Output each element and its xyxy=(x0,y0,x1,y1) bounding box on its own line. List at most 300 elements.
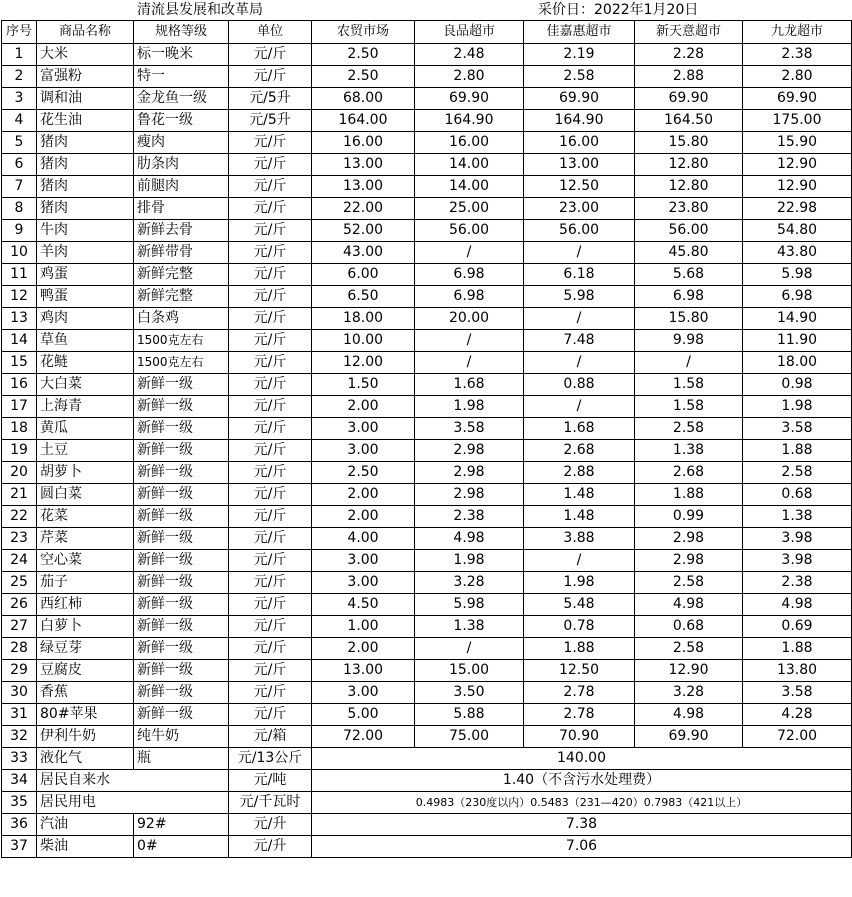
unit: 元/斤 xyxy=(229,682,312,704)
price-cell: 2.28 xyxy=(635,44,743,66)
product-name: 西红柿 xyxy=(37,594,134,616)
price-cell: 1.68 xyxy=(415,374,524,396)
table-row xyxy=(2,462,852,484)
row-number: 31 xyxy=(2,704,37,726)
table-row xyxy=(2,242,852,264)
col-header: 商品名称 xyxy=(37,21,134,44)
row-number: 37 xyxy=(2,836,37,858)
product-spec: 新鲜一级 xyxy=(134,506,229,528)
price-cell: 69.90 xyxy=(524,88,635,110)
row-number: 1 xyxy=(2,44,37,66)
price-cell: 3.28 xyxy=(635,682,743,704)
product-spec: 新鲜完整 xyxy=(134,264,229,286)
unit: 元/斤 xyxy=(229,440,312,462)
product-spec: 新鲜一级 xyxy=(134,484,229,506)
col-header: 九龙超市 xyxy=(743,21,852,44)
unit: 元/吨 xyxy=(229,770,312,792)
row-number: 6 xyxy=(2,154,37,176)
product-name: 黄瓜 xyxy=(37,418,134,440)
price-cell: / xyxy=(415,242,524,264)
row-number: 10 xyxy=(2,242,37,264)
price-cell: 1.58 xyxy=(635,374,743,396)
price-cell: 14.00 xyxy=(415,154,524,176)
col-header: 规格等级 xyxy=(134,21,229,44)
price-cell: 12.90 xyxy=(635,660,743,682)
price-cell: 1.88 xyxy=(524,638,635,660)
price-cell: / xyxy=(524,242,635,264)
unit: 元/斤 xyxy=(229,198,312,220)
price-cell: 3.00 xyxy=(312,440,415,462)
product-name: 大白菜 xyxy=(37,374,134,396)
product-name: 调和油 xyxy=(37,88,134,110)
row-number: 11 xyxy=(2,264,37,286)
table-row xyxy=(2,440,852,462)
price-cell: 1.98 xyxy=(743,396,852,418)
product-name: 上海青 xyxy=(37,396,134,418)
product-name: 芹菜 xyxy=(37,528,134,550)
price-cell: 140.00 xyxy=(312,748,852,770)
price-cell: 1.98 xyxy=(415,396,524,418)
table-row xyxy=(2,682,852,704)
product-spec: 新鲜一级 xyxy=(134,528,229,550)
row-number: 16 xyxy=(2,374,37,396)
price-cell: 2.98 xyxy=(635,550,743,572)
product-name: 鸡蛋 xyxy=(37,264,134,286)
product-name: 鸡肉 xyxy=(37,308,134,330)
unit: 元/斤 xyxy=(229,242,312,264)
price-cell: 5.68 xyxy=(635,264,743,286)
price-cell: 3.00 xyxy=(312,418,415,440)
product-name: 液化气 xyxy=(37,748,134,770)
product-spec: 新鲜一级 xyxy=(134,594,229,616)
product-name: 猪肉 xyxy=(37,198,134,220)
product-spec: 新鲜一级 xyxy=(134,704,229,726)
price-cell: 2.68 xyxy=(635,462,743,484)
table-row xyxy=(2,726,852,748)
product-spec: 标一晚米 xyxy=(134,44,229,66)
product-spec: 新鲜去骨 xyxy=(134,220,229,242)
table-row xyxy=(2,308,852,330)
price-cell: 175.00 xyxy=(743,110,852,132)
price-cell: 7.38 xyxy=(312,814,852,836)
product-name: 空心菜 xyxy=(37,550,134,572)
price-cell: 2.78 xyxy=(524,704,635,726)
unit: 元/斤 xyxy=(229,638,312,660)
row-number: 24 xyxy=(2,550,37,572)
unit: 元/斤 xyxy=(229,704,312,726)
price-cell: 2.48 xyxy=(415,44,524,66)
price-cell: 3.58 xyxy=(743,682,852,704)
price-cell: 69.90 xyxy=(743,88,852,110)
price-cell: 1.50 xyxy=(312,374,415,396)
price-cell: 0.4983（230度以内）0.5483（231—420）0.7983（421以上） xyxy=(312,792,852,814)
product-spec: 新鲜一级 xyxy=(134,572,229,594)
product-name: 富强粉 xyxy=(37,66,134,88)
row-number: 12 xyxy=(2,286,37,308)
product-name: 猪肉 xyxy=(37,132,134,154)
unit: 元/箱 xyxy=(229,726,312,748)
product-name: 居民用电 xyxy=(37,792,229,814)
row-number: 17 xyxy=(2,396,37,418)
price-cell: 16.00 xyxy=(415,132,524,154)
unit: 元/斤 xyxy=(229,264,312,286)
price-table xyxy=(1,20,852,858)
price-cell: 2.58 xyxy=(635,638,743,660)
row-number: 23 xyxy=(2,528,37,550)
col-header: 单位 xyxy=(229,21,312,44)
product-name: 伊利牛奶 xyxy=(37,726,134,748)
table-row xyxy=(2,748,852,770)
product-spec: 前腿肉 xyxy=(134,176,229,198)
product-name: 鸭蛋 xyxy=(37,286,134,308)
product-spec: 新鲜一级 xyxy=(134,418,229,440)
table-row xyxy=(2,66,852,88)
unit: 元/13公斤 xyxy=(229,748,312,770)
product-spec: 新鲜一级 xyxy=(134,660,229,682)
row-number: 34 xyxy=(2,770,37,792)
price-cell: 164.90 xyxy=(524,110,635,132)
price-cell: 69.90 xyxy=(415,88,524,110)
price-cell: 72.00 xyxy=(743,726,852,748)
price-cell: 15.80 xyxy=(635,308,743,330)
unit: 元/斤 xyxy=(229,396,312,418)
price-cell: 2.38 xyxy=(743,572,852,594)
product-name: 豆腐皮 xyxy=(37,660,134,682)
product-name: 羊肉 xyxy=(37,242,134,264)
col-header: 佳嘉惠超市 xyxy=(524,21,635,44)
price-cell: 4.50 xyxy=(312,594,415,616)
price-cell: 56.00 xyxy=(635,220,743,242)
row-number: 19 xyxy=(2,440,37,462)
price-cell: 2.50 xyxy=(312,44,415,66)
product-spec: 1500克左右 xyxy=(134,352,229,374)
product-name: 茄子 xyxy=(37,572,134,594)
price-cell: 0.69 xyxy=(743,616,852,638)
price-cell: 3.58 xyxy=(743,418,852,440)
product-spec: 新鲜一级 xyxy=(134,374,229,396)
product-spec: 新鲜一级 xyxy=(134,462,229,484)
price-cell: 70.90 xyxy=(524,726,635,748)
price-cell: 0.99 xyxy=(635,506,743,528)
table-row xyxy=(2,198,852,220)
price-cell: 6.50 xyxy=(312,286,415,308)
product-spec: 92# xyxy=(134,814,229,836)
product-spec: 新鲜一级 xyxy=(134,616,229,638)
price-cell: 6.98 xyxy=(415,264,524,286)
price-cell: 1.88 xyxy=(743,638,852,660)
row-number: 26 xyxy=(2,594,37,616)
price-cell: 72.00 xyxy=(312,726,415,748)
unit: 元/斤 xyxy=(229,594,312,616)
price-cell: 13.00 xyxy=(524,154,635,176)
product-name: 牛肉 xyxy=(37,220,134,242)
price-cell: 3.58 xyxy=(415,418,524,440)
price-cell: 2.00 xyxy=(312,484,415,506)
price-cell: 12.00 xyxy=(312,352,415,374)
product-name: 大米 xyxy=(37,44,134,66)
price-cell: 12.80 xyxy=(635,154,743,176)
price-cell: 23.80 xyxy=(635,198,743,220)
product-name: 花菜 xyxy=(37,506,134,528)
price-cell: 12.50 xyxy=(524,660,635,682)
unit: 元/斤 xyxy=(229,660,312,682)
product-name: 白萝卜 xyxy=(37,616,134,638)
price-cell: 2.98 xyxy=(415,484,524,506)
price-cell: 11.90 xyxy=(743,330,852,352)
price-cell: 13.80 xyxy=(743,660,852,682)
product-name: 土豆 xyxy=(37,440,134,462)
price-cell: 45.80 xyxy=(635,242,743,264)
price-cell: 1.88 xyxy=(743,440,852,462)
price-cell: 20.00 xyxy=(415,308,524,330)
price-cell: 164.00 xyxy=(312,110,415,132)
col-header: 良品超市 xyxy=(415,21,524,44)
product-spec: 新鲜一级 xyxy=(134,440,229,462)
table-row xyxy=(2,264,852,286)
row-number: 32 xyxy=(2,726,37,748)
table-row xyxy=(2,374,852,396)
product-spec: 纯牛奶 xyxy=(134,726,229,748)
price-cell: 25.00 xyxy=(415,198,524,220)
row-number: 25 xyxy=(2,572,37,594)
price-cell: 4.98 xyxy=(743,594,852,616)
price-cell: / xyxy=(524,550,635,572)
price-cell: 43.80 xyxy=(743,242,852,264)
price-cell: 15.80 xyxy=(635,132,743,154)
row-number: 2 xyxy=(2,66,37,88)
row-number: 15 xyxy=(2,352,37,374)
price-cell: 2.98 xyxy=(415,462,524,484)
price-cell: 2.58 xyxy=(524,66,635,88)
price-cell: 5.98 xyxy=(743,264,852,286)
price-cell: 22.00 xyxy=(312,198,415,220)
price-cell: 2.98 xyxy=(415,440,524,462)
product-name: 绿豆芽 xyxy=(37,638,134,660)
price-cell: 5.00 xyxy=(312,704,415,726)
unit: 元/5升 xyxy=(229,88,312,110)
product-name: 汽油 xyxy=(37,814,134,836)
unit: 元/斤 xyxy=(229,616,312,638)
price-cell: / xyxy=(415,352,524,374)
price-cell: 2.58 xyxy=(635,572,743,594)
product-spec: 新鲜带骨 xyxy=(134,242,229,264)
price-cell: 7.48 xyxy=(524,330,635,352)
price-cell: 164.90 xyxy=(415,110,524,132)
price-cell: 2.68 xyxy=(524,440,635,462)
unit: 元/斤 xyxy=(229,44,312,66)
product-name: 花鲢 xyxy=(37,352,134,374)
price-cell: 0.68 xyxy=(635,616,743,638)
price-cell: 5.98 xyxy=(415,594,524,616)
price-cell: 1.00 xyxy=(312,616,415,638)
price-cell: 4.98 xyxy=(415,528,524,550)
row-number: 21 xyxy=(2,484,37,506)
product-name: 柴油 xyxy=(37,836,134,858)
product-name: 胡萝卜 xyxy=(37,462,134,484)
row-number: 27 xyxy=(2,616,37,638)
row-number: 36 xyxy=(2,814,37,836)
unit: 元/斤 xyxy=(229,506,312,528)
product-spec: 白条鸡 xyxy=(134,308,229,330)
price-cell: 1.98 xyxy=(524,572,635,594)
price-cell: 4.00 xyxy=(312,528,415,550)
product-spec: 金龙鱼一级 xyxy=(134,88,229,110)
row-number: 29 xyxy=(2,660,37,682)
product-name: 猪肉 xyxy=(37,176,134,198)
price-cell: 2.80 xyxy=(743,66,852,88)
price-cell: 4.28 xyxy=(743,704,852,726)
price-cell: 4.98 xyxy=(635,704,743,726)
product-name: 居民自来水 xyxy=(37,770,229,792)
table-row xyxy=(2,396,852,418)
price-cell: 2.38 xyxy=(743,44,852,66)
unit: 元/斤 xyxy=(229,176,312,198)
unit: 元/斤 xyxy=(229,286,312,308)
unit: 元/5升 xyxy=(229,110,312,132)
price-cell: 6.98 xyxy=(635,286,743,308)
unit: 元/斤 xyxy=(229,308,312,330)
product-spec: 新鲜一级 xyxy=(134,682,229,704)
price-cell: 2.58 xyxy=(635,418,743,440)
unit: 元/升 xyxy=(229,814,312,836)
unit: 元/斤 xyxy=(229,66,312,88)
unit: 元/斤 xyxy=(229,418,312,440)
price-cell: 1.88 xyxy=(635,484,743,506)
unit: 元/斤 xyxy=(229,572,312,594)
agency-title: 清流县发展和改革局 xyxy=(137,2,263,18)
price-cell: 2.58 xyxy=(743,462,852,484)
unit: 元/千瓦时 xyxy=(229,792,312,814)
table-row xyxy=(2,660,852,682)
price-cell: 1.48 xyxy=(524,484,635,506)
price-cell: 68.00 xyxy=(312,88,415,110)
product-name: 花生油 xyxy=(37,110,134,132)
table-row xyxy=(2,44,852,66)
price-cell: / xyxy=(415,638,524,660)
product-name: 猪肉 xyxy=(37,154,134,176)
product-spec: 瓶 xyxy=(134,748,229,770)
price-cell: 75.00 xyxy=(415,726,524,748)
table-row xyxy=(2,88,852,110)
price-cell: 164.50 xyxy=(635,110,743,132)
row-number: 28 xyxy=(2,638,37,660)
price-cell: 1.38 xyxy=(415,616,524,638)
price-cell: 2.19 xyxy=(524,44,635,66)
row-number: 20 xyxy=(2,462,37,484)
product-spec: 排骨 xyxy=(134,198,229,220)
price-cell: 13.00 xyxy=(312,660,415,682)
price-cell: 2.88 xyxy=(635,66,743,88)
price-cell: 2.50 xyxy=(312,462,415,484)
price-cell: 2.38 xyxy=(415,506,524,528)
row-number: 3 xyxy=(2,88,37,110)
price-cell: 6.98 xyxy=(743,286,852,308)
price-cell: 6.98 xyxy=(415,286,524,308)
table-row xyxy=(2,132,852,154)
table-row xyxy=(2,154,852,176)
price-cell: 12.90 xyxy=(743,176,852,198)
survey-date: 采价日：2022年1月20日 xyxy=(538,2,699,18)
price-cell: 2.80 xyxy=(415,66,524,88)
table-row xyxy=(2,220,852,242)
row-number: 22 xyxy=(2,506,37,528)
unit: 元/斤 xyxy=(229,462,312,484)
price-cell: 3.88 xyxy=(524,528,635,550)
table-row xyxy=(2,484,852,506)
price-cell: 2.00 xyxy=(312,506,415,528)
table-row xyxy=(2,572,852,594)
price-cell: 1.48 xyxy=(524,506,635,528)
product-name: 香蕉 xyxy=(37,682,134,704)
price-cell: 18.00 xyxy=(312,308,415,330)
price-cell: 2.00 xyxy=(312,396,415,418)
row-number: 18 xyxy=(2,418,37,440)
price-cell: 1.38 xyxy=(743,506,852,528)
price-cell: 15.00 xyxy=(415,660,524,682)
price-cell: 3.98 xyxy=(743,528,852,550)
table-header-row xyxy=(2,21,852,44)
col-header: 新天意超市 xyxy=(635,21,743,44)
price-cell: 5.88 xyxy=(415,704,524,726)
product-spec: 特一 xyxy=(134,66,229,88)
price-cell: 6.00 xyxy=(312,264,415,286)
price-cell: 14.90 xyxy=(743,308,852,330)
table-row xyxy=(2,594,852,616)
price-cell: 56.00 xyxy=(415,220,524,242)
price-cell: 2.00 xyxy=(312,638,415,660)
price-cell: 43.00 xyxy=(312,242,415,264)
price-cell: 3.28 xyxy=(415,572,524,594)
price-cell: 7.06 xyxy=(312,836,852,858)
product-spec: 1500克左右 xyxy=(134,330,229,352)
price-cell: 3.00 xyxy=(312,682,415,704)
row-number: 13 xyxy=(2,308,37,330)
price-cell: 10.00 xyxy=(312,330,415,352)
price-cell: 2.78 xyxy=(524,682,635,704)
price-cell: 15.90 xyxy=(743,132,852,154)
unit: 元/斤 xyxy=(229,550,312,572)
product-spec: 0# xyxy=(134,836,229,858)
table-row xyxy=(2,506,852,528)
unit: 元/斤 xyxy=(229,330,312,352)
price-cell: 5.48 xyxy=(524,594,635,616)
product-spec: 新鲜一级 xyxy=(134,396,229,418)
row-number: 4 xyxy=(2,110,37,132)
price-cell: 1.68 xyxy=(524,418,635,440)
table-row xyxy=(2,418,852,440)
price-cell: 13.00 xyxy=(312,154,415,176)
price-cell: 13.00 xyxy=(312,176,415,198)
col-header: 序号 xyxy=(2,21,37,44)
price-cell: / xyxy=(635,352,743,374)
table-row xyxy=(2,814,852,836)
price-cell: 0.68 xyxy=(743,484,852,506)
price-cell: 3.00 xyxy=(312,550,415,572)
price-cell: 69.90 xyxy=(635,88,743,110)
price-cell: 6.18 xyxy=(524,264,635,286)
price-cell: 9.98 xyxy=(635,330,743,352)
product-name: 圆白菜 xyxy=(37,484,134,506)
table-row xyxy=(2,638,852,660)
price-cell: 54.80 xyxy=(743,220,852,242)
product-spec: 新鲜完整 xyxy=(134,286,229,308)
table-row xyxy=(2,110,852,132)
unit: 元/斤 xyxy=(229,220,312,242)
unit: 元/斤 xyxy=(229,374,312,396)
row-number: 9 xyxy=(2,220,37,242)
price-cell: 2.88 xyxy=(524,462,635,484)
price-cell: 3.50 xyxy=(415,682,524,704)
